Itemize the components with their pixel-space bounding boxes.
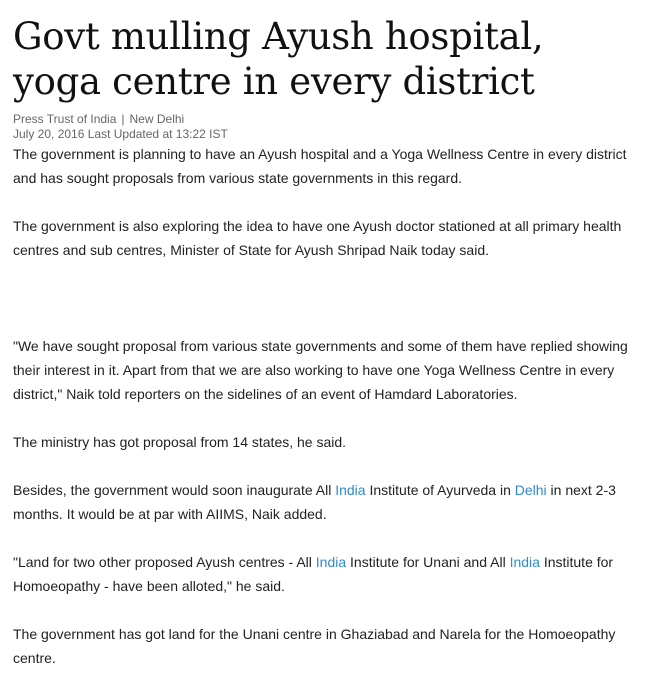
headline-line-1: Govt mulling Ayush hospital, xyxy=(13,15,544,58)
dateline: July 20, 2016 Last Updated at 13:22 IST xyxy=(13,127,228,141)
paragraph-6 xyxy=(13,550,653,598)
byline xyxy=(13,112,653,127)
paragraph-7: The government has got land for the Unani centre in Ghaziabad and Narela for the Homoeopathy centre. xyxy=(13,626,616,666)
link-delhi[interactable]: Delhi xyxy=(514,482,547,498)
link-india[interactable]: India xyxy=(509,554,540,570)
paragraph-6-text-1: "Land for two other proposed Ayush centres - All xyxy=(13,554,316,570)
headline xyxy=(13,14,653,104)
link-india[interactable]: India xyxy=(315,554,347,570)
paragraph-6-text-2: Institute for Unani and All xyxy=(346,554,510,570)
paragraph-3: "We have sought proposal from various state governments and some of them have replied showing their interest in it. Apart from that we are also working to have one Yoga Wellness Centre in every district," Naik told reporters on the sidelines of an event of Hamdard Laboratories. xyxy=(13,338,628,402)
paragraph-5-text-3: in next 2-3 months. It would be at par with AIIMS, Naik added. xyxy=(13,482,616,522)
source-name: Press Trust of India xyxy=(13,112,117,126)
article-body xyxy=(13,142,653,670)
paragraph-6-text-3: Institute for Homoeopathy - have been alloted," he said. xyxy=(13,554,614,594)
article xyxy=(13,14,653,694)
article-meta xyxy=(13,112,653,142)
paragraph-5-text-1: Besides, the government would soon inaugurate All xyxy=(13,482,336,498)
location: New Delhi xyxy=(129,112,185,126)
paragraph-5 xyxy=(13,478,653,526)
link-india[interactable]: India xyxy=(335,482,366,498)
paragraph-1: The government is planning to have an Ayush hospital and a Yoga Wellness Centre in every district and has sought proposals from various state governments in this regard. xyxy=(13,146,627,186)
paragraph-2: The government is also exploring the idea to have one Ayush doctor stationed at all primary health centres and sub centres, Minister of State for Ayush Shripad Naik today said. xyxy=(13,218,622,258)
headline-line-2: yoga centre in every district xyxy=(13,60,535,103)
paragraph-4: The ministry has got proposal from 14 states, he said. xyxy=(13,434,347,450)
paragraph-spacer xyxy=(13,286,653,310)
byline-separator: | xyxy=(121,112,125,126)
paragraph-5-text-2: Institute of Ayurveda in xyxy=(365,482,515,498)
